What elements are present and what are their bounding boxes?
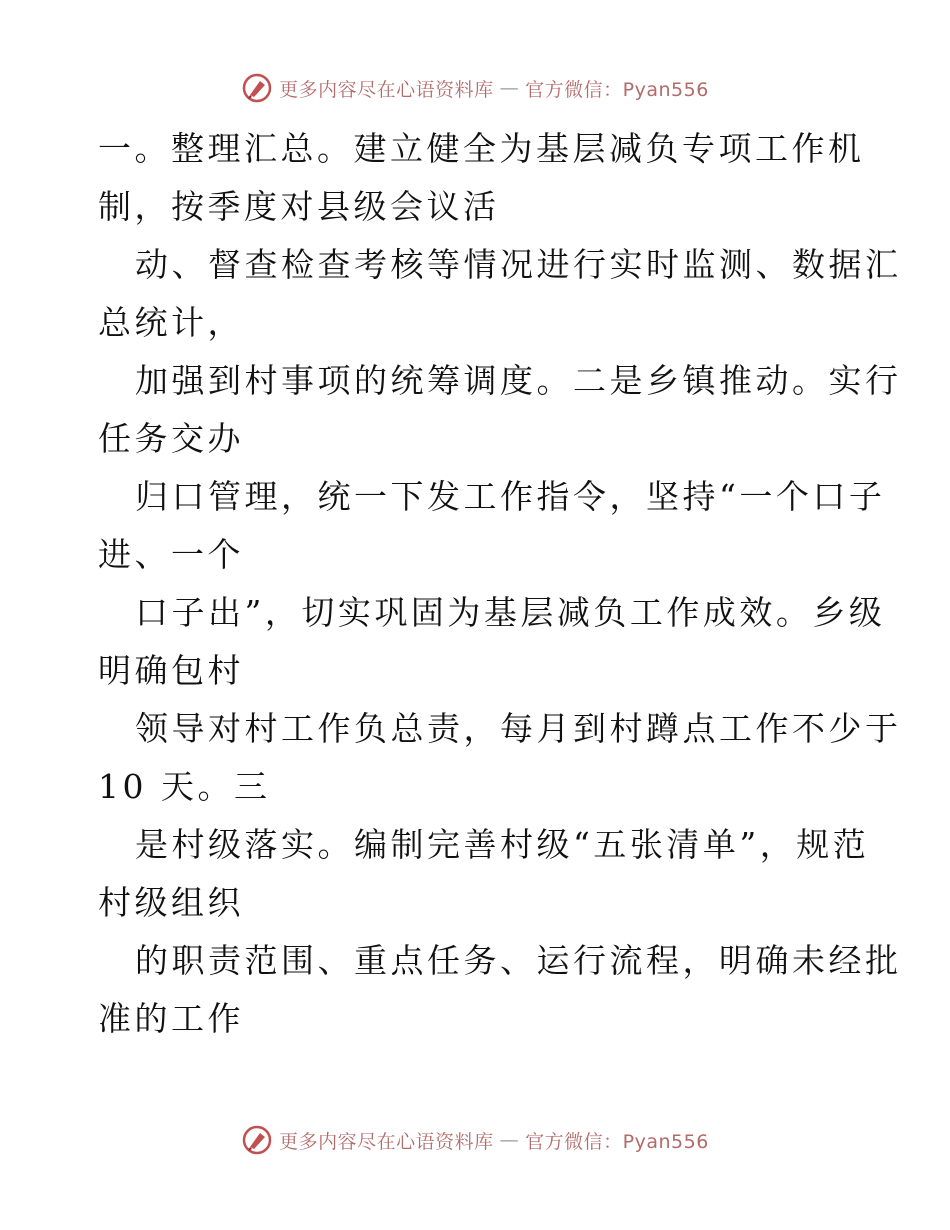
body-line-14: 村级组织 — [98, 883, 244, 922]
watermark-separator: — — [499, 1129, 520, 1151]
watermark-contact: 官方微信：Pyan556 — [525, 1130, 709, 1153]
body-line-7: 归口管理，统一下发工作指令，坚持“一个口子 — [135, 477, 886, 516]
watermark-text: 更多内容尽在心语资料库 — [279, 1130, 494, 1153]
body-line-2: 制，按季度对县级会议活 — [98, 187, 500, 226]
footer-watermark — [0, 1124, 950, 1156]
body-line-15: 的职责范围、重点任务、运行流程，明确未经批 — [135, 941, 902, 980]
watermark-separator: — — [499, 77, 520, 99]
document-body — [98, 120, 902, 1048]
body-line-12: 10 天。三 — [98, 767, 271, 806]
body-line-9: 口子出”，切实巩固为基层减负工作成效。乡级 — [135, 593, 886, 632]
body-line-5: 加强到村事项的统筹调度。二是乡镇推动。实行 — [135, 361, 902, 400]
body-line-1: 一。整理汇总。建立健全为基层减负专项工作机 — [98, 129, 865, 168]
body-line-11: 领导对村工作负总责，每月到村蹲点工作不少于 — [135, 709, 902, 748]
watermark-text: 更多内容尽在心语资料库 — [279, 78, 494, 101]
watermark-contact: 官方微信：Pyan556 — [525, 78, 709, 101]
header-watermark — [0, 72, 950, 104]
body-line-4: 总统计， — [98, 303, 244, 342]
body-line-16: 准的工作 — [98, 999, 244, 1038]
pen-nib-logo-icon — [241, 72, 273, 104]
body-line-3: 动、督查检查考核等情况进行实时监测、数据汇 — [135, 245, 902, 284]
body-line-10: 明确包村 — [98, 651, 244, 690]
body-line-6: 任务交办 — [98, 419, 244, 458]
body-line-8: 进、一个 — [98, 535, 244, 574]
body-line-13: 是村级落实。编制完善村级“五张清单”，规范 — [135, 825, 870, 864]
pen-nib-logo-icon — [241, 1124, 273, 1156]
